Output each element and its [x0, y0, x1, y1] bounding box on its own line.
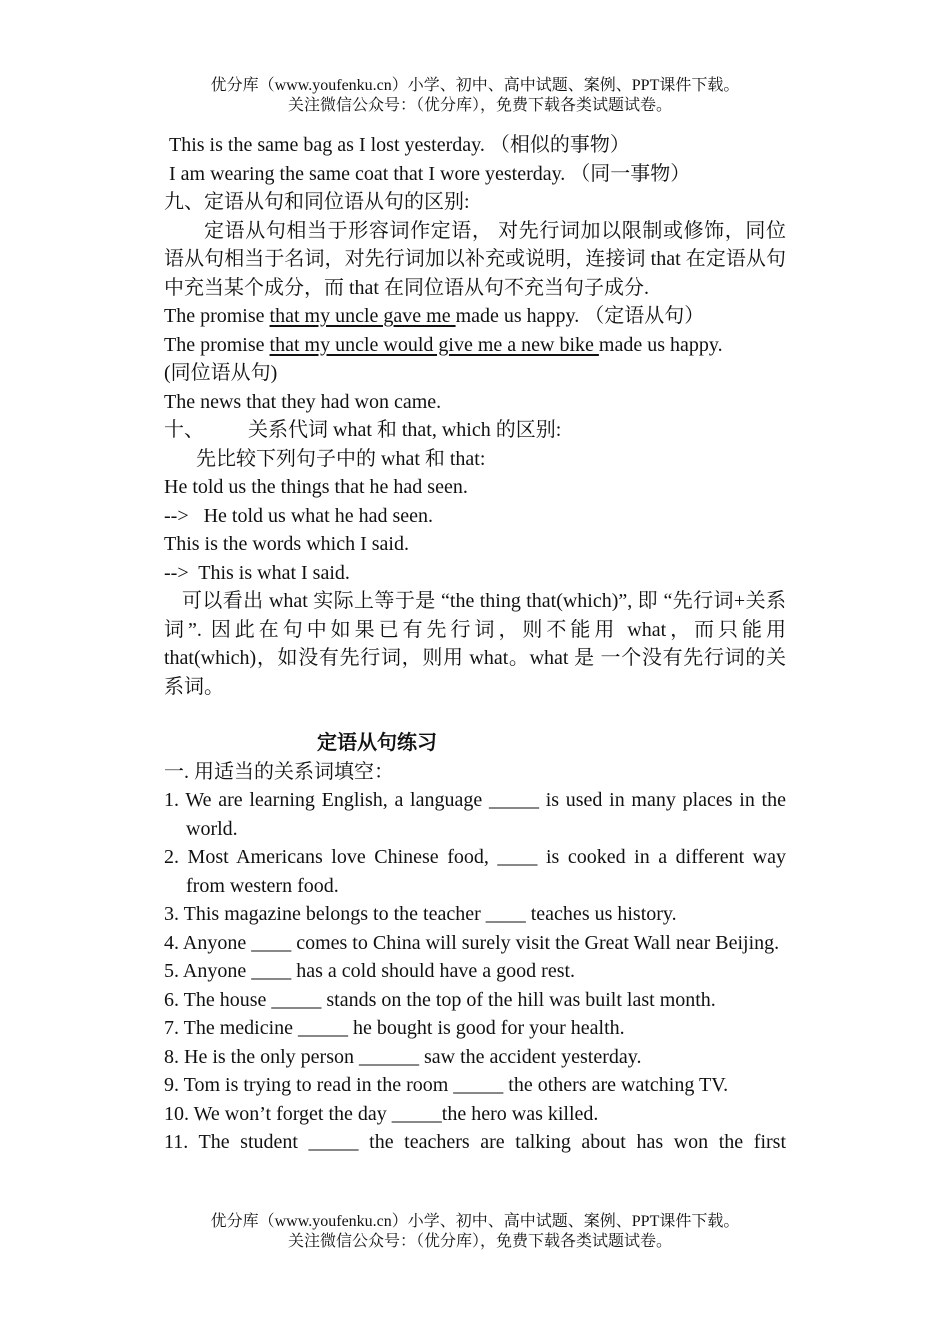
section-10-number: 十、: [164, 419, 204, 441]
section-10-sentence-1: He told us the things that he had seen.: [164, 476, 468, 498]
document-body: [164, 131, 786, 1157]
intro-example-1: This is the same bag as I lost yesterday. （相似的事物）: [169, 134, 630, 156]
section-9-explanation: 定语从句相当于形容词作定语， 对先行词加以限制或修饰，同位语从句相当于名词，对先行词加以补充或说明，连接词 that 在定语从句中充当某个成分，而 that 在同位语从句不充当句子成分.: [164, 219, 786, 299]
section-9-example-2-note: (同位语从句): [164, 362, 278, 384]
page-footer: [0, 1212, 950, 1252]
section-9-example-1: [164, 302, 786, 331]
footer-line-1: 优分库（www.youfenku.cn）小学、初中、高中试题、案例、PPT课件下载。: [210, 1213, 740, 1230]
example-1-underlined-clause: that my uncle gave me: [269, 305, 456, 327]
intro-example-2: I am wearing the same coat that I wore yesterday. （同一事物）: [169, 162, 691, 185]
example-2-post: made us happy.: [598, 333, 723, 356]
question-list: [164, 786, 786, 1157]
section-9-heading: 九、定语从句和同位语从句的区别:: [164, 191, 470, 213]
question-item: 7. The medicine _____ he bought is good for your health.: [164, 1017, 625, 1039]
section-10-compare-intro: 先比较下列句子中的 what 和 that:: [196, 447, 486, 470]
section-9-example-3: The news that they had won came.: [164, 390, 442, 413]
section-10-sentence-2: This is the words which I said.: [164, 533, 409, 555]
section-10-sentence-2-arrow: --> This is what I said.: [164, 561, 350, 584]
question-item: 9. Tom is trying to read in the room _____ the others are watching TV.: [164, 1074, 729, 1096]
section-9-example-2: [164, 331, 786, 360]
header-line-1: 优分库（www.youfenku.cn）小学、初中、高中试题、案例、PPT课件下载。: [210, 77, 740, 94]
question-item: 8. He is the only person ______ saw the accident yesterday.: [164, 1045, 642, 1068]
question-item: 10. We won’t forget the day _____the hero was killed.: [164, 1102, 599, 1125]
example-2-pre: The promise: [164, 333, 270, 356]
question-item: 11. The student _____ the teachers are talking about has won the first: [164, 1131, 786, 1153]
page-header: [0, 76, 950, 116]
exercise-part-1: 一. 用适当的关系词填空：: [164, 760, 394, 783]
question-item: 5. Anyone ____ has a cold should have a good rest.: [164, 960, 576, 982]
section-10-sentence-1-arrow: --> He told us what he had seen.: [164, 504, 433, 527]
example-1-post: made us happy. （定语从句）: [455, 305, 705, 327]
example-1-pre: The promise: [164, 305, 270, 327]
question-item: 4. Anyone ____ comes to China will surely visit the Great Wall near Beijing.: [164, 931, 780, 954]
question-item: 6. The house _____ stands on the top of the hill was built last month.: [164, 988, 716, 1011]
example-2-underlined-clause: that my uncle would give me a new bike: [269, 333, 599, 356]
section-10-heading: [164, 416, 786, 445]
question-item: 3. This magazine belongs to the teacher ____ teaches us history.: [164, 903, 677, 925]
footer-line-2: 关注微信公众号：（优分库），免费下载各类试题试卷。: [287, 1233, 672, 1250]
header-line-2: 关注微信公众号：（优分库），免费下载各类试题试卷。: [287, 97, 672, 114]
question-item: 1. We are learning English, a language _____ is used in many places in the world.: [164, 789, 786, 840]
question-item: 2. Most Americans love Chinese food, ____ is cooked in a different way from western food.: [164, 846, 786, 897]
section-10-conclusion: 可以看出 what 实际上等于是 “the thing that(which)”, 即 “先行词+关系词”. 因此在句中如果已有先行词，则不能用 what，而只能用 that(which)，如没有先行词，则用 what。what 是 一个没有先行词的关系词。: [164, 590, 786, 698]
exercise-title: 定语从句练习: [317, 732, 437, 754]
section-10-title: 关系代词 what 和 that, which 的区别:: [248, 419, 562, 441]
